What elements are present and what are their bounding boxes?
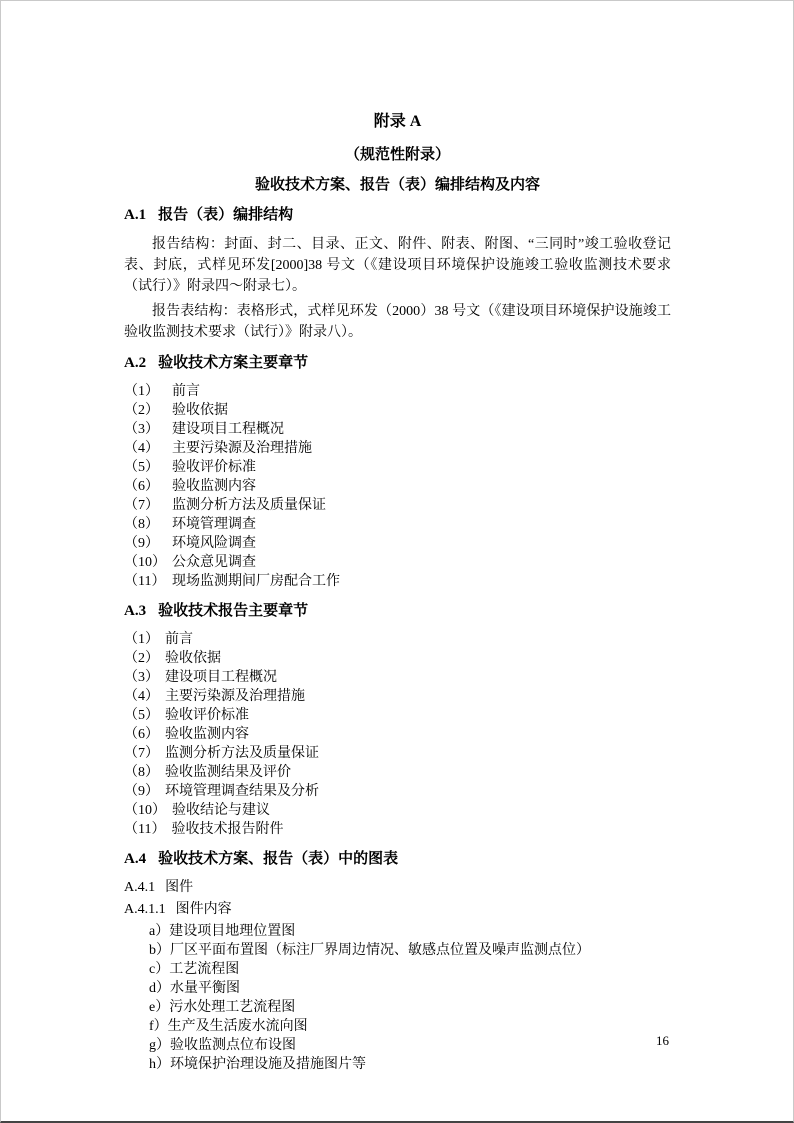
item-number: （10） bbox=[124, 803, 166, 818]
item-number: （11） bbox=[124, 574, 166, 589]
item-number: （5） bbox=[124, 708, 159, 723]
doc-subtitle: （规范性附录） bbox=[344, 147, 450, 163]
item-number: （1） bbox=[124, 632, 159, 647]
item-number: （2） bbox=[124, 403, 159, 418]
item-number: （10） bbox=[124, 555, 166, 570]
list-item bbox=[124, 801, 671, 820]
item-number: （6） bbox=[124, 727, 159, 742]
list-item: f）生产及生活废水流向图 bbox=[149, 1019, 308, 1034]
item-text: 环境管理调查 bbox=[172, 517, 256, 532]
list-item: e）污水处理工艺流程图 bbox=[149, 1000, 296, 1015]
list-item bbox=[124, 668, 671, 687]
heading-title: 图件 bbox=[165, 880, 194, 895]
list-item bbox=[124, 439, 671, 458]
item-number: （9） bbox=[124, 536, 159, 551]
section-a1-heading bbox=[124, 205, 671, 226]
list-item bbox=[124, 420, 671, 439]
paragraph: 报告表结构：表格形式，式样见环发（2000）38 号文（《建设项目环境保护设施竣工验收监测技术要求（试行）》附录八）。 bbox=[124, 304, 671, 340]
list-item bbox=[124, 706, 671, 725]
item-text: 主要污染源及治理措施 bbox=[172, 441, 312, 456]
item-text: 验收结论与建议 bbox=[172, 803, 270, 818]
item-text: 建设项目工程概况 bbox=[172, 422, 284, 437]
list-item bbox=[124, 496, 671, 515]
list-item: h）环境保护治理设施及措施图片等 bbox=[149, 1057, 366, 1072]
heading-number: A.4.1 bbox=[124, 880, 156, 895]
section-a4-heading bbox=[124, 849, 671, 870]
section-a3-heading bbox=[124, 601, 671, 622]
list-item bbox=[124, 725, 671, 744]
item-text: 公众意见调查 bbox=[172, 555, 256, 570]
list-item bbox=[124, 515, 671, 534]
list-item bbox=[124, 401, 671, 420]
heading-title: 图件内容 bbox=[175, 902, 232, 917]
item-text: 现场监测期间厂房配合工作 bbox=[172, 574, 340, 589]
heading-title: 验收技术报告主要章节 bbox=[158, 603, 309, 619]
list-item: g）验收监测点位布设图 bbox=[149, 1038, 296, 1053]
item-number: （11） bbox=[124, 822, 166, 837]
list-item bbox=[124, 744, 671, 763]
list-item bbox=[124, 820, 671, 839]
list-item bbox=[124, 572, 671, 591]
item-number: （9） bbox=[124, 784, 159, 799]
list-item: c）工艺流程图 bbox=[149, 962, 240, 977]
list-item: b）厂区平面布置图（标注厂界周边情况、敏感点位置及噪声监测点位） bbox=[149, 943, 590, 958]
list-item bbox=[124, 763, 671, 782]
paragraph: 报告结构：封面、封二、目录、正文、附件、附表、附图、“三同时”竣工验收登记表、封底，式样见环发[2000]38 号文（《建设项目环境保护设施竣工验收监测技术要求（试行）》附录四～附录七）。 bbox=[124, 237, 671, 294]
doc-heading: 验收技术方案、报告（表）编排结构及内容 bbox=[254, 177, 540, 193]
item-text: 主要污染源及治理措施 bbox=[165, 689, 305, 704]
list-item bbox=[124, 649, 671, 668]
item-text: 监测分析方法及质量保证 bbox=[172, 498, 326, 513]
item-number: （7） bbox=[124, 746, 159, 761]
list-item bbox=[124, 630, 671, 649]
item-text: 前言 bbox=[165, 632, 193, 647]
doc-title: 附录 A bbox=[373, 113, 422, 130]
list-item bbox=[124, 782, 671, 801]
item-number: （7） bbox=[124, 498, 159, 513]
item-number: （3） bbox=[124, 422, 159, 437]
item-text: 验收监测结果及评价 bbox=[165, 765, 291, 780]
item-text: 环境管理调查结果及分析 bbox=[165, 784, 319, 799]
section-a41-heading bbox=[124, 878, 671, 898]
item-text: 前言 bbox=[172, 384, 200, 399]
item-number: （1） bbox=[124, 384, 159, 399]
list-item: d）水量平衡图 bbox=[149, 981, 240, 996]
item-text: 验收监测内容 bbox=[165, 727, 249, 742]
item-text: 验收技术报告附件 bbox=[171, 822, 284, 837]
heading-title: 验收技术方案主要章节 bbox=[158, 355, 309, 371]
list-item bbox=[124, 687, 671, 706]
item-number: （4） bbox=[124, 689, 159, 704]
item-number: （8） bbox=[124, 765, 159, 780]
figure-list bbox=[124, 922, 671, 1074]
item-number: （4） bbox=[124, 441, 159, 456]
list-item bbox=[124, 534, 671, 553]
item-text: 建设项目工程概况 bbox=[165, 670, 277, 685]
heading-number: A.2 bbox=[124, 355, 147, 371]
heading-number: A.3 bbox=[124, 603, 147, 619]
item-text: 验收依据 bbox=[172, 403, 228, 418]
item-text: 验收依据 bbox=[165, 651, 221, 666]
item-text: 验收评价标准 bbox=[172, 460, 256, 475]
section-a411-heading bbox=[124, 900, 671, 920]
list-item bbox=[124, 458, 671, 477]
section-a2-heading bbox=[124, 353, 671, 374]
heading-number: A.4.1.1 bbox=[124, 902, 166, 917]
list-item bbox=[124, 477, 671, 496]
list-item bbox=[124, 553, 671, 572]
item-text: 验收评价标准 bbox=[165, 708, 249, 723]
page-number: 16 bbox=[656, 1033, 669, 1048]
a3-list bbox=[124, 630, 671, 839]
list-item: a）建设项目地理位置图 bbox=[149, 924, 296, 939]
item-number: （6） bbox=[124, 479, 159, 494]
item-number: （8） bbox=[124, 517, 159, 532]
a2-list bbox=[124, 382, 671, 591]
item-text: 验收监测内容 bbox=[172, 479, 256, 494]
list-item bbox=[124, 382, 671, 401]
item-text: 监测分析方法及质量保证 bbox=[165, 746, 319, 761]
item-number: （3） bbox=[124, 670, 159, 685]
heading-number: A.4 bbox=[124, 851, 147, 867]
heading-title: 报告（表）编排结构 bbox=[158, 207, 294, 223]
item-number: （2） bbox=[124, 651, 159, 666]
heading-number: A.1 bbox=[124, 207, 147, 223]
item-number: （5） bbox=[124, 460, 159, 475]
heading-title: 验收技术方案、报告（表）中的图表 bbox=[158, 851, 399, 867]
item-text: 环境风险调查 bbox=[172, 536, 256, 551]
